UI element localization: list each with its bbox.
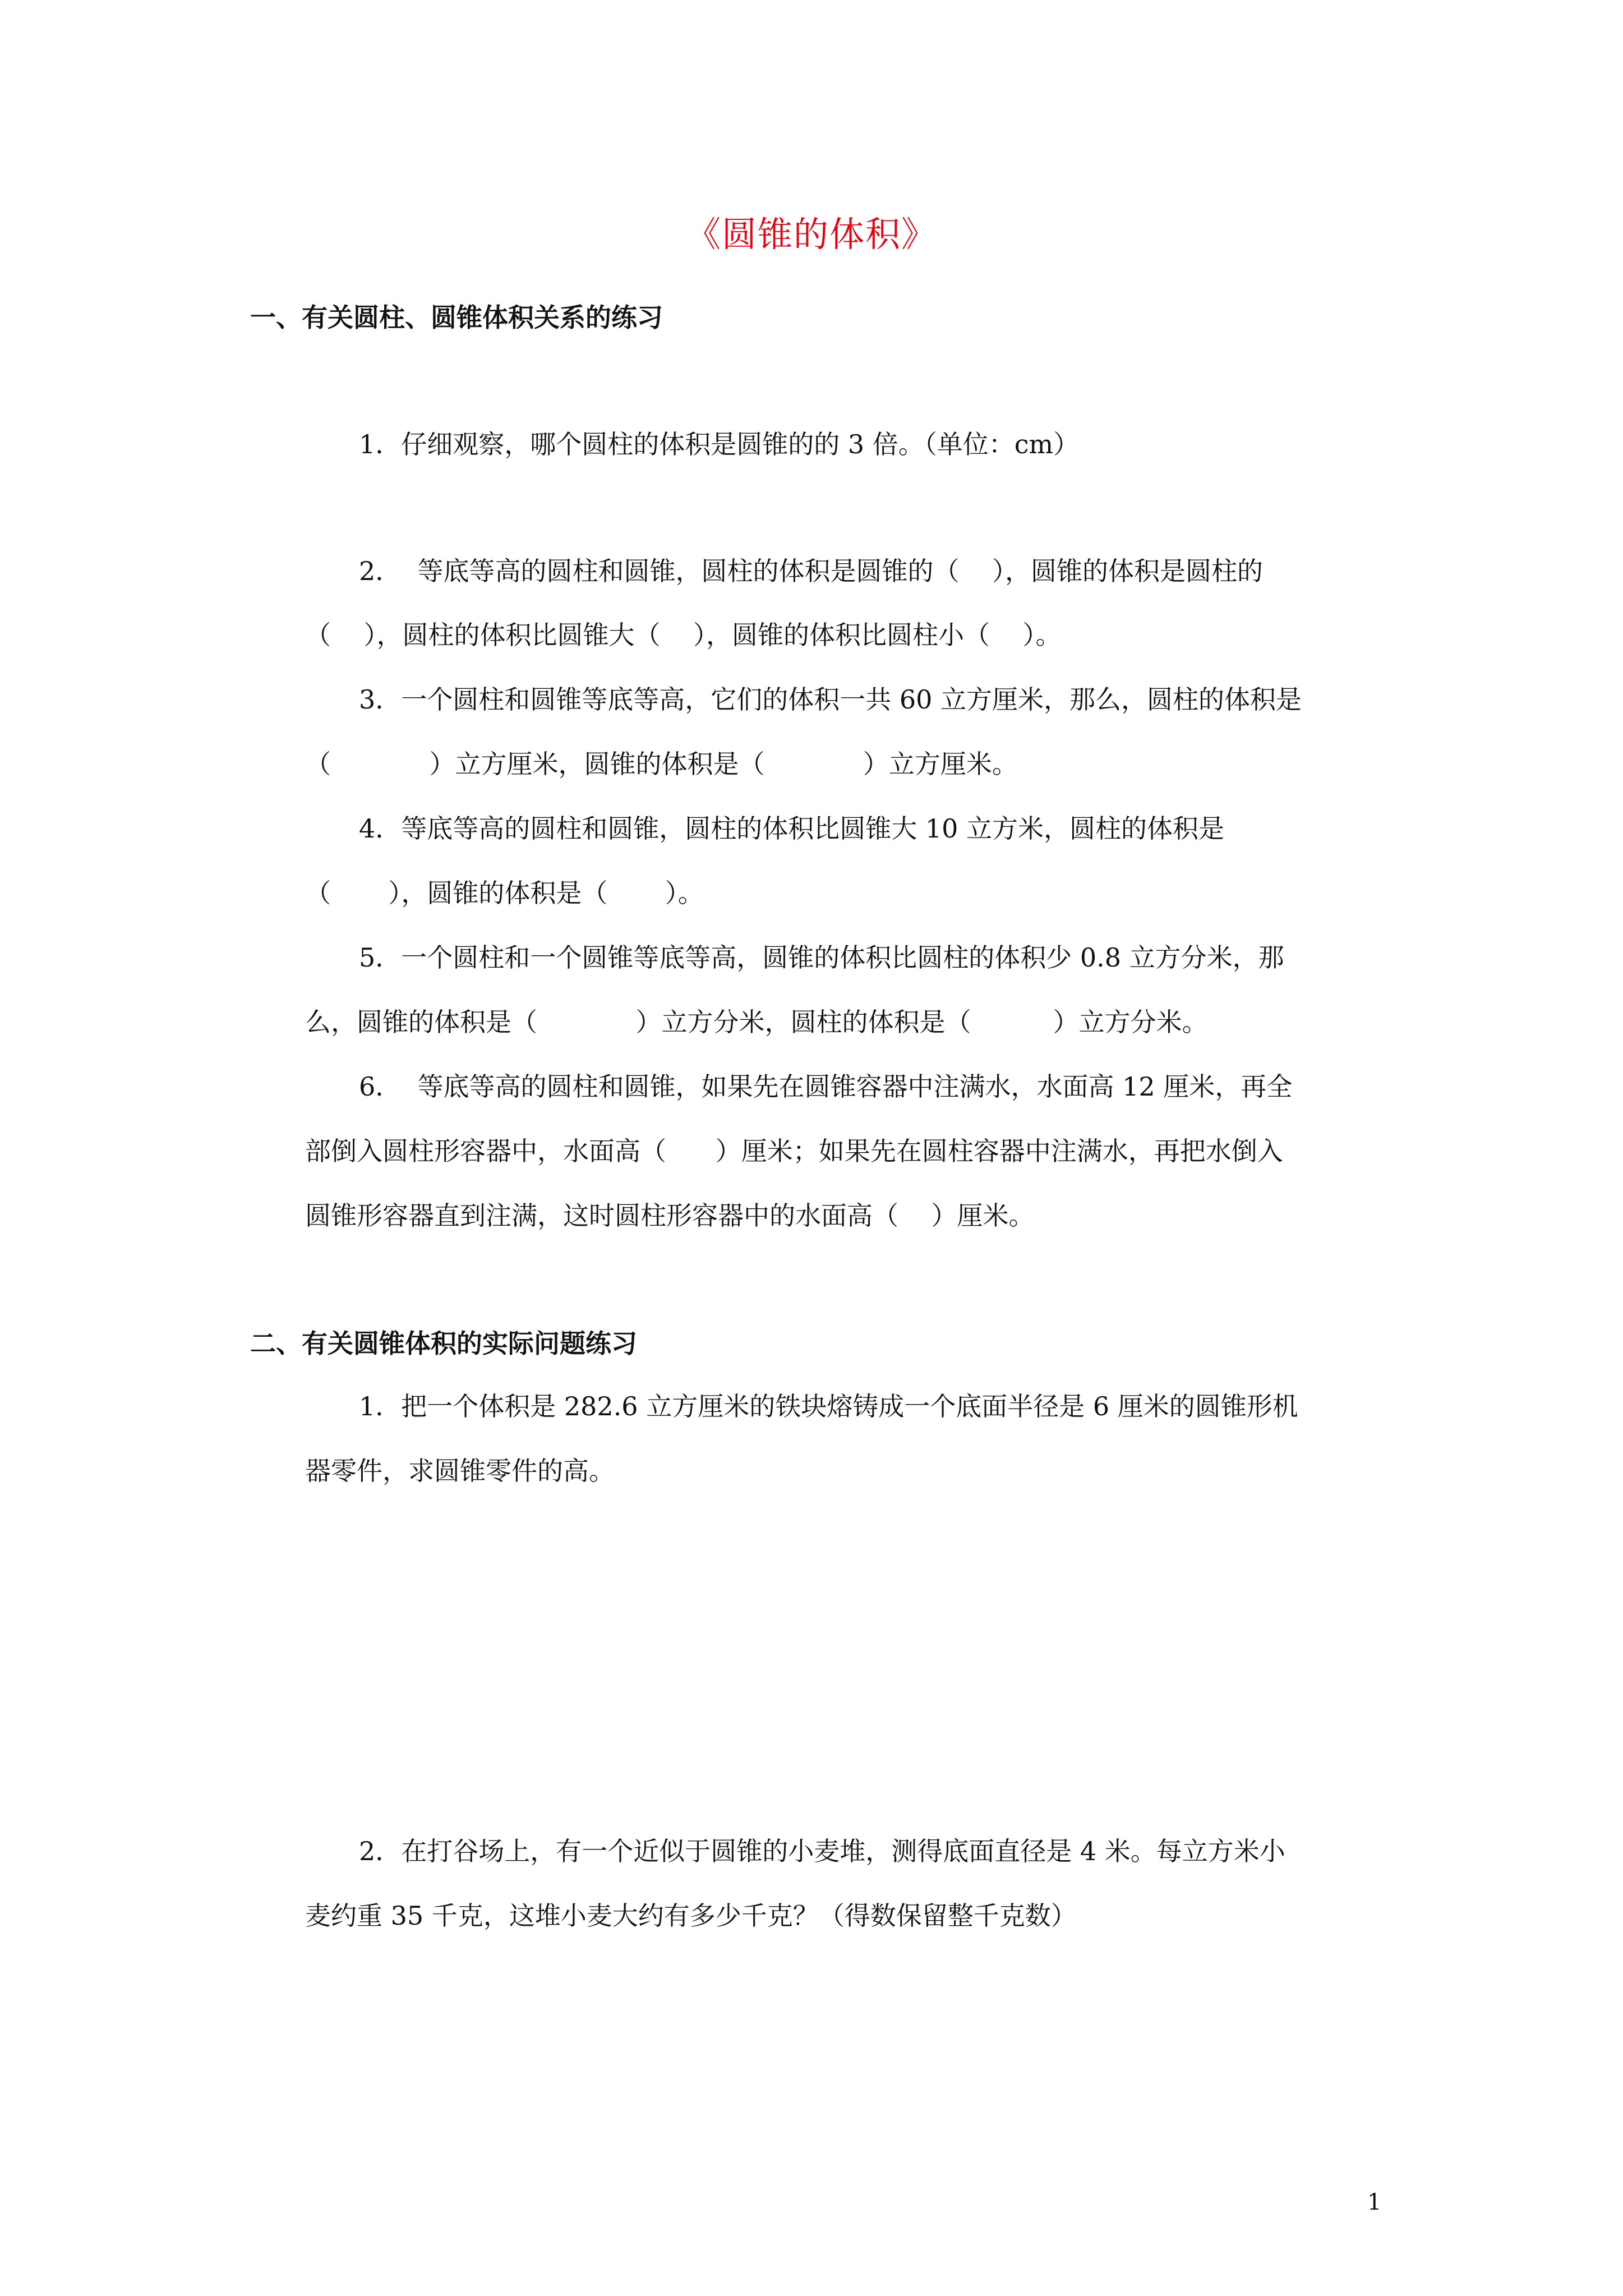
- question-1-2-line-2: （ ），圆柱的体积比圆锥大（ ），圆锥的体积比圆柱小（ ）。: [305, 620, 1062, 650]
- section-2-heading: 二、有关圆锥体积的实际问题练习: [250, 1328, 637, 1359]
- question-1-1: 1．仔细观察，哪个圆柱的体积是圆锥的的 3 倍。（单位：cm）: [359, 429, 1080, 459]
- question-1-6-line-1: 6． 等底等高的圆柱和圆锥，如果先在圆锥容器中注满水，水面高 12 厘米，再全: [359, 1071, 1293, 1102]
- page-number: 1: [1367, 2189, 1382, 2215]
- question-2-2-line-1: 2．在打谷场上，有一个近似于圆锥的小麦堆，测得底面直径是 4 米。每立方米小: [359, 1836, 1285, 1866]
- question-2-1-line-2: 器零件，求圆锥零件的高。: [305, 1456, 615, 1486]
- question-1-4-line-2: （ ），圆锥的体积是（ ）。: [305, 878, 704, 908]
- question-2-1-line-1: 1．把一个体积是 282.6 立方厘米的铁块熔铸成一个底面半径是 6 厘米的圆锥形机: [359, 1391, 1298, 1421]
- question-2-2-line-2: 麦约重 35 千克，这堆小麦大约有多少千克？（得数保留整千克数）: [305, 1901, 1077, 1931]
- question-1-3-line-1: 3．一个圆柱和圆锥等底等高，它们的体积一共 60 立方厘米，那么，圆柱的体积是: [359, 684, 1302, 715]
- question-1-4-line-1: 4．等底等高的圆柱和圆锥，圆柱的体积比圆锥大 10 立方米，圆柱的体积是: [359, 813, 1225, 844]
- question-1-2-line-1: 2． 等底等高的圆柱和圆锥，圆柱的体积是圆锥的（ ），圆锥的体积是圆柱的: [359, 556, 1263, 586]
- question-1-3-line-2: （ ）立方厘米，圆锥的体积是（ ）立方厘米。: [305, 749, 1018, 779]
- question-1-5-line-1: 5．一个圆柱和一个圆锥等底等高，圆锥的体积比圆柱的体积少 0.8 立方分米，那: [359, 942, 1284, 973]
- question-1-6-line-3: 圆锥形容器直到注满，这时圆柱形容器中的水面高（ ）厘米。: [305, 1200, 1035, 1231]
- page-title: 《圆锥的体积》: [685, 214, 937, 255]
- question-1-6-line-2: 部倒入圆柱形容器中，水面高（ ）厘米；如果先在圆柱容器中注满水，再把水倒入: [305, 1136, 1283, 1166]
- section-1-heading: 一、有关圆柱、圆锥体积关系的练习: [250, 302, 663, 333]
- question-1-5-line-2: 么，圆锥的体积是（ ）立方分米，圆柱的体积是（ ）立方分米。: [305, 1007, 1208, 1037]
